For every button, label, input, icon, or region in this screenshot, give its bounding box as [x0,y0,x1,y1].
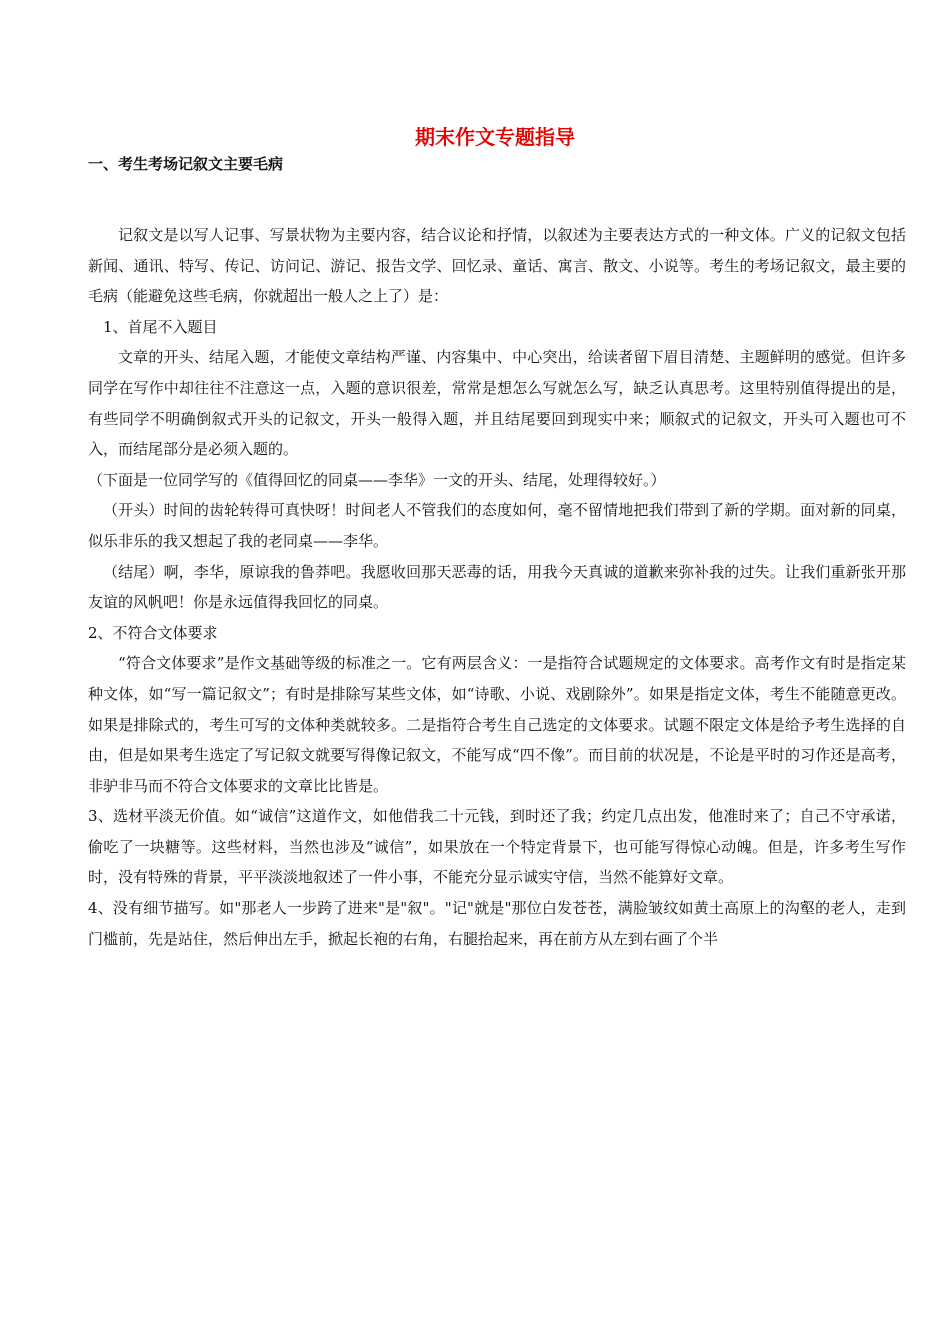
item-1-example-note: （下面是一位同学写的《值得回忆的同桌——李华》一文的开头、结尾，处理得较好。） [88,470,666,489]
item-1-example-ending: （结尾）啊，李华，原谅我的鲁莽吧。我愿收回那天恶毒的话，用我今天真诚的道歉来弥补我的过失。让我们重新张开那友谊的风帆吧！你是永远值得我回忆的同桌。 [88,562,906,612]
item-1-body: 文章的开头、结尾入题，才能使文章结构严谨、内容集中、中心突出，给读者留下眉目清楚、主题鲜明的感觉。但许多同学在写作中却往往不注意这一点，入题的意识很差，常常是想怎么写就怎么写，缺乏认真思考。这里特别值得提出的是，有些同学不明确倒叙式开头的记叙文，开头一般得入题，并且结尾要回到现实中来；顺叙式的记叙文，开头可入题也可不入，而结尾部分是必须入题的。 [88,348,906,459]
document-body [88,220,906,954]
item-1-example-opening: （开头）时间的齿轮转得可真快呀！时间老人不管我们的态度如何，毫不留情地把我们带到了新的学期。面对新的同桌，似乐非乐的我又想起了我的老同桌——李华。 [88,501,906,550]
item-1-title: 1、首尾不入题目 [103,317,218,336]
item-2-title: 2、不符合文体要求 [88,623,218,642]
item-3-paragraph: 3、选材平淡无价值。如“诚信”这道作文，如他借我二十元钱，到时还了我；约定几点出发，他准时来了；自己不守承诺，偷吃了一块糖等。这些材料，当然也涉及“诚信”，如果放在一个特定背景下，也可能写得惊心动魄。但是，许多考生写作时，没有特殊的背景，平平淡淡地叙述了一件小事，不能充分显示诚实守信，当然不能算好文章。 [88,807,906,887]
item-2-body: “符合文体要求”是作文基础等级的标准之一。它有两层含义：一是指符合试题规定的文体要求。高考作文有时是指定某种文体，如“写一篇记叙文”；有时是排除写某些文体，如“诗歌、小说、戏剧除外”。如果是指定文体，考生不能随意更改。如果是排除式的，考生可写的文体种类就较多。二是指符合考生自己选定的文体要求。试题不限定文体是给予考生选择的自由，但是如果考生选定了写记叙文就要写得像记叙文，不能写成“四不像”。而目前的状况是，不论是平时的习作还是高考，非驴非马而不符合文体要求的文章比比皆是。 [88,654,906,795]
item-4-paragraph: 4、没有细节描写。如"那老人一步跨了进来"是"叙"。"记"就是"那位白发苍苍，满脸皱纹如黄土高原上的沟壑的老人，走到门槛前，先是站住，然后伸出左手，掀起长袍的右角，右腿抬起来，再在前方从左到右画了个半 [88,899,906,948]
section-heading: 一、考生考场记叙文主要毛病 [88,155,284,173]
paragraph-intro: 记叙文是以写人记事、写景状物为主要内容，结合议论和抒情，以叙述为主要表达方式的一种文体。广义的记叙文包括新闻、通讯、特写、传记、访问记、游记、报告文学、回忆录、童话、寓言、散文、小说等。考生的考场记叙文，最主要的毛病（能避免这些毛病，你就超出一般人之上了）是： [88,226,906,306]
document-title: 期末作文专题指导 [415,125,575,149]
